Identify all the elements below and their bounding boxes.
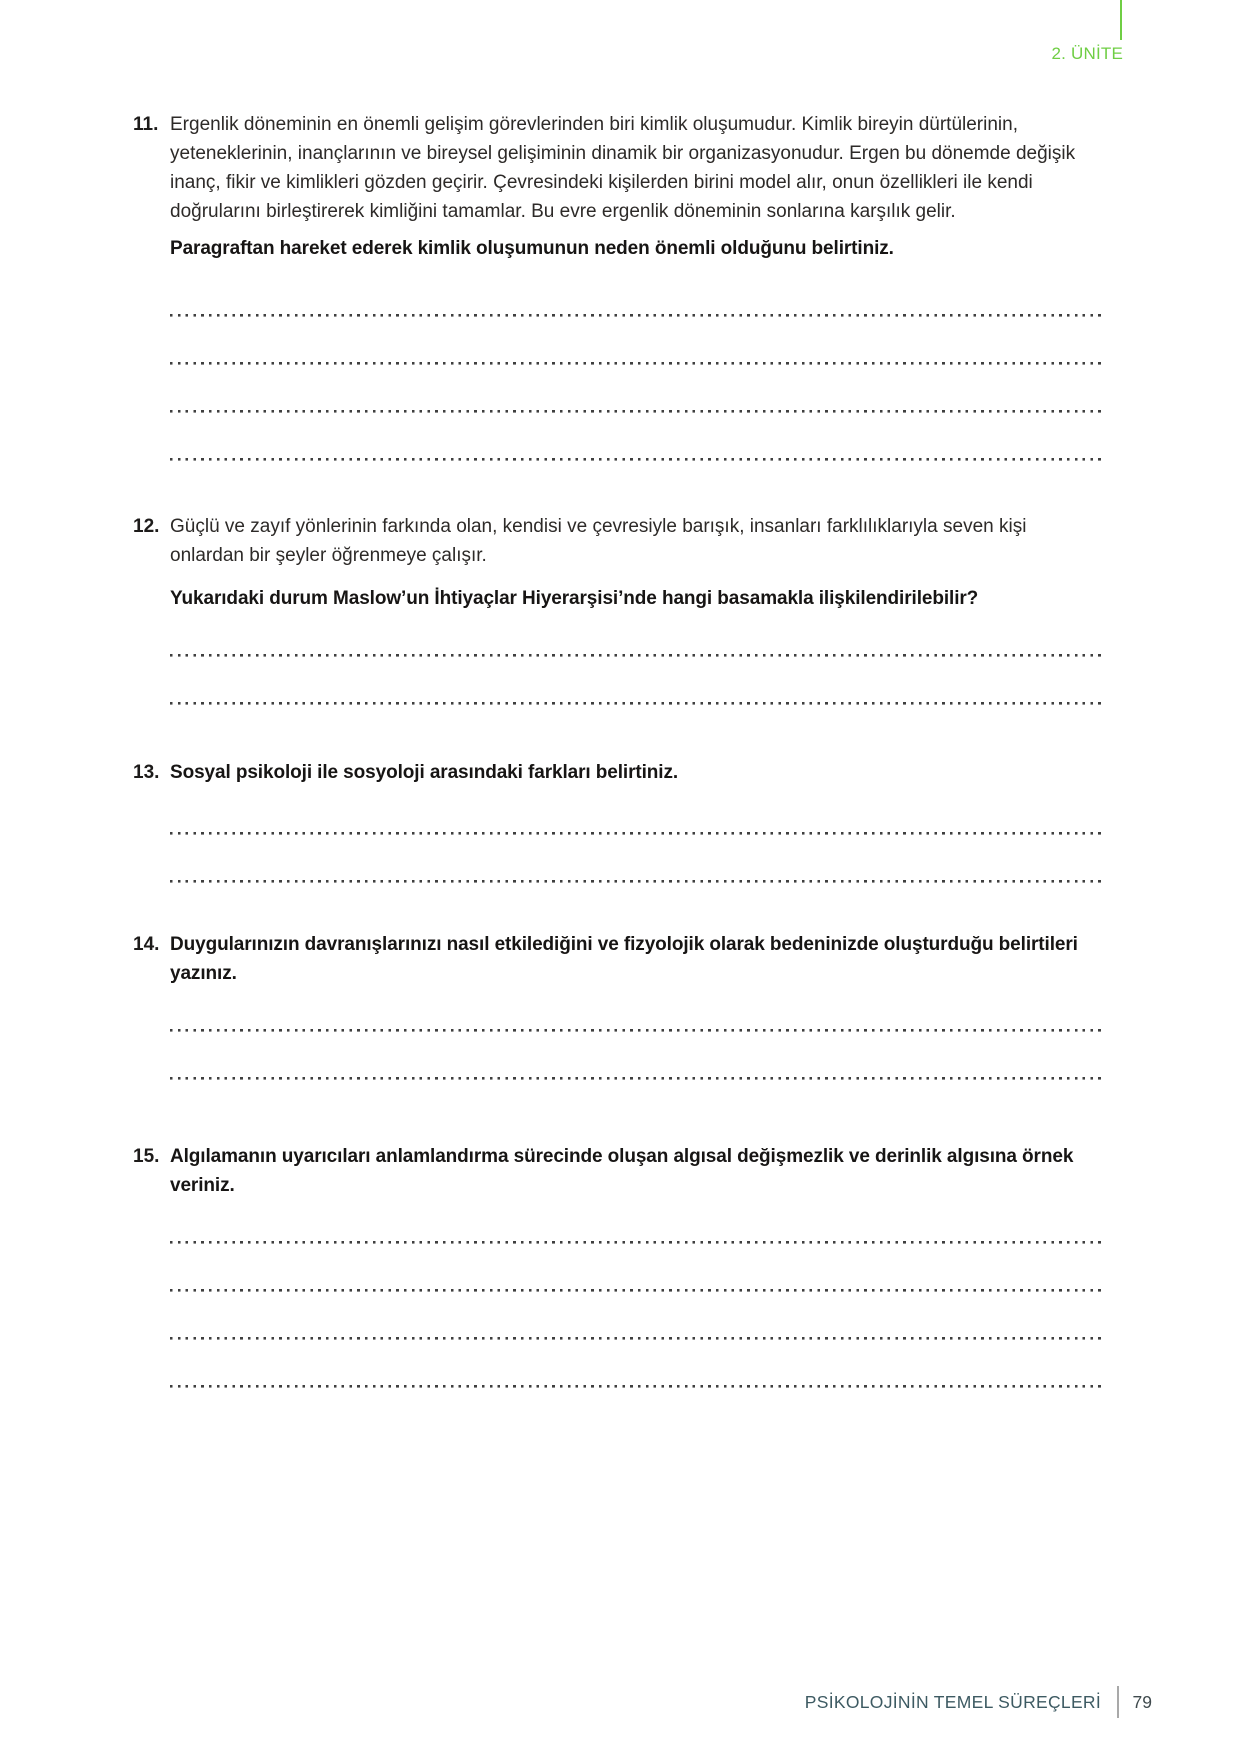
answer-line <box>170 1248 1105 1296</box>
answer-line <box>170 613 1105 661</box>
answer-area <box>170 1200 1105 1392</box>
answer-line <box>170 321 1105 369</box>
question-prompt: Paragraftan hareket ederek kimlik oluşumunun neden önemli olduğunu belirtiniz. <box>170 238 894 259</box>
question-item-13 <box>133 758 1105 887</box>
answer-area <box>170 273 1105 465</box>
question-item-15 <box>133 1142 1105 1392</box>
question-prompt: Yukarıdaki durum Maslow’un İhtiyaçlar Hiyerarşisi’nde hangi basamakla ilişkilendirilebilir? <box>170 588 979 609</box>
answer-area <box>170 791 1105 887</box>
answer-line <box>170 273 1105 321</box>
question-item-12 <box>133 512 1105 709</box>
unit-label: 2. ÜNİTE <box>1051 44 1123 63</box>
answer-line <box>170 369 1105 417</box>
answer-area <box>170 613 1105 709</box>
question-number: 14. <box>133 934 160 955</box>
question-number: 11. <box>133 114 159 135</box>
question-number: 13. <box>133 762 160 783</box>
question-number: 12. <box>133 516 160 537</box>
answer-line <box>170 791 1105 839</box>
unit-divider-line <box>1120 0 1122 40</box>
question-item-11 <box>133 110 1105 465</box>
question-prompt: Sosyal psikoloji ile sosyoloji arasındaki farkları belirtiniz. <box>170 762 679 783</box>
answer-line <box>170 988 1105 1036</box>
answer-line <box>170 661 1105 709</box>
page-footer <box>805 1686 1152 1718</box>
answer-area <box>170 988 1105 1084</box>
answer-line <box>170 1344 1105 1392</box>
question-prompt: Algılamanın uyarıcıları anlamlandırma sürecinde oluşan algısal değişmezlik ve derinlik algısına örnek veriniz. <box>170 1146 1074 1196</box>
question-body: Ergenlik döneminin en önemli gelişim görevlerinden biri kimlik oluşumudur. Kimlik bireyin dürtülerinin, yeteneklerinin, inançlarının ve bireysel gelişiminin dinamik bir organizasyonudur. Ergen bu dönemde değişik inanç, fikir ve kimlikleri gözden geçirir. Çevresindeki kişilerden birini model alır, onun özellikleri ile kendi doğrularını birleştirerek kimliğini tamamlar. Bu evre ergenlik döneminin sonlarına karşılık gelir. <box>170 114 1076 222</box>
answer-line <box>170 1200 1105 1248</box>
footer-divider-line <box>1117 1686 1119 1718</box>
footer-book-title: PSİKOLOJİNİN TEMEL SÜREÇLERİ <box>804 1691 1102 1712</box>
footer-page-number: 79 <box>1132 1691 1152 1712</box>
question-prompt: Duygularınızın davranışlarınızı nasıl etkilediğini ve fizyolojik olarak bedeninizde oluşturduğu belirtileri yazınız. <box>170 934 1078 984</box>
answer-line <box>170 1296 1105 1344</box>
question-body: Güçlü ve zayıf yönlerinin farkında olan, kendisi ve çevresiyle barışık, insanları farklılıklarıyla seven kişi onlardan bir şeyler öğrenmeye çalışır. <box>170 516 1027 566</box>
question-item-14 <box>133 930 1105 1084</box>
answer-line <box>170 1036 1105 1084</box>
answer-line <box>170 839 1105 887</box>
question-number: 15. <box>133 1146 160 1167</box>
answer-line <box>170 417 1105 465</box>
